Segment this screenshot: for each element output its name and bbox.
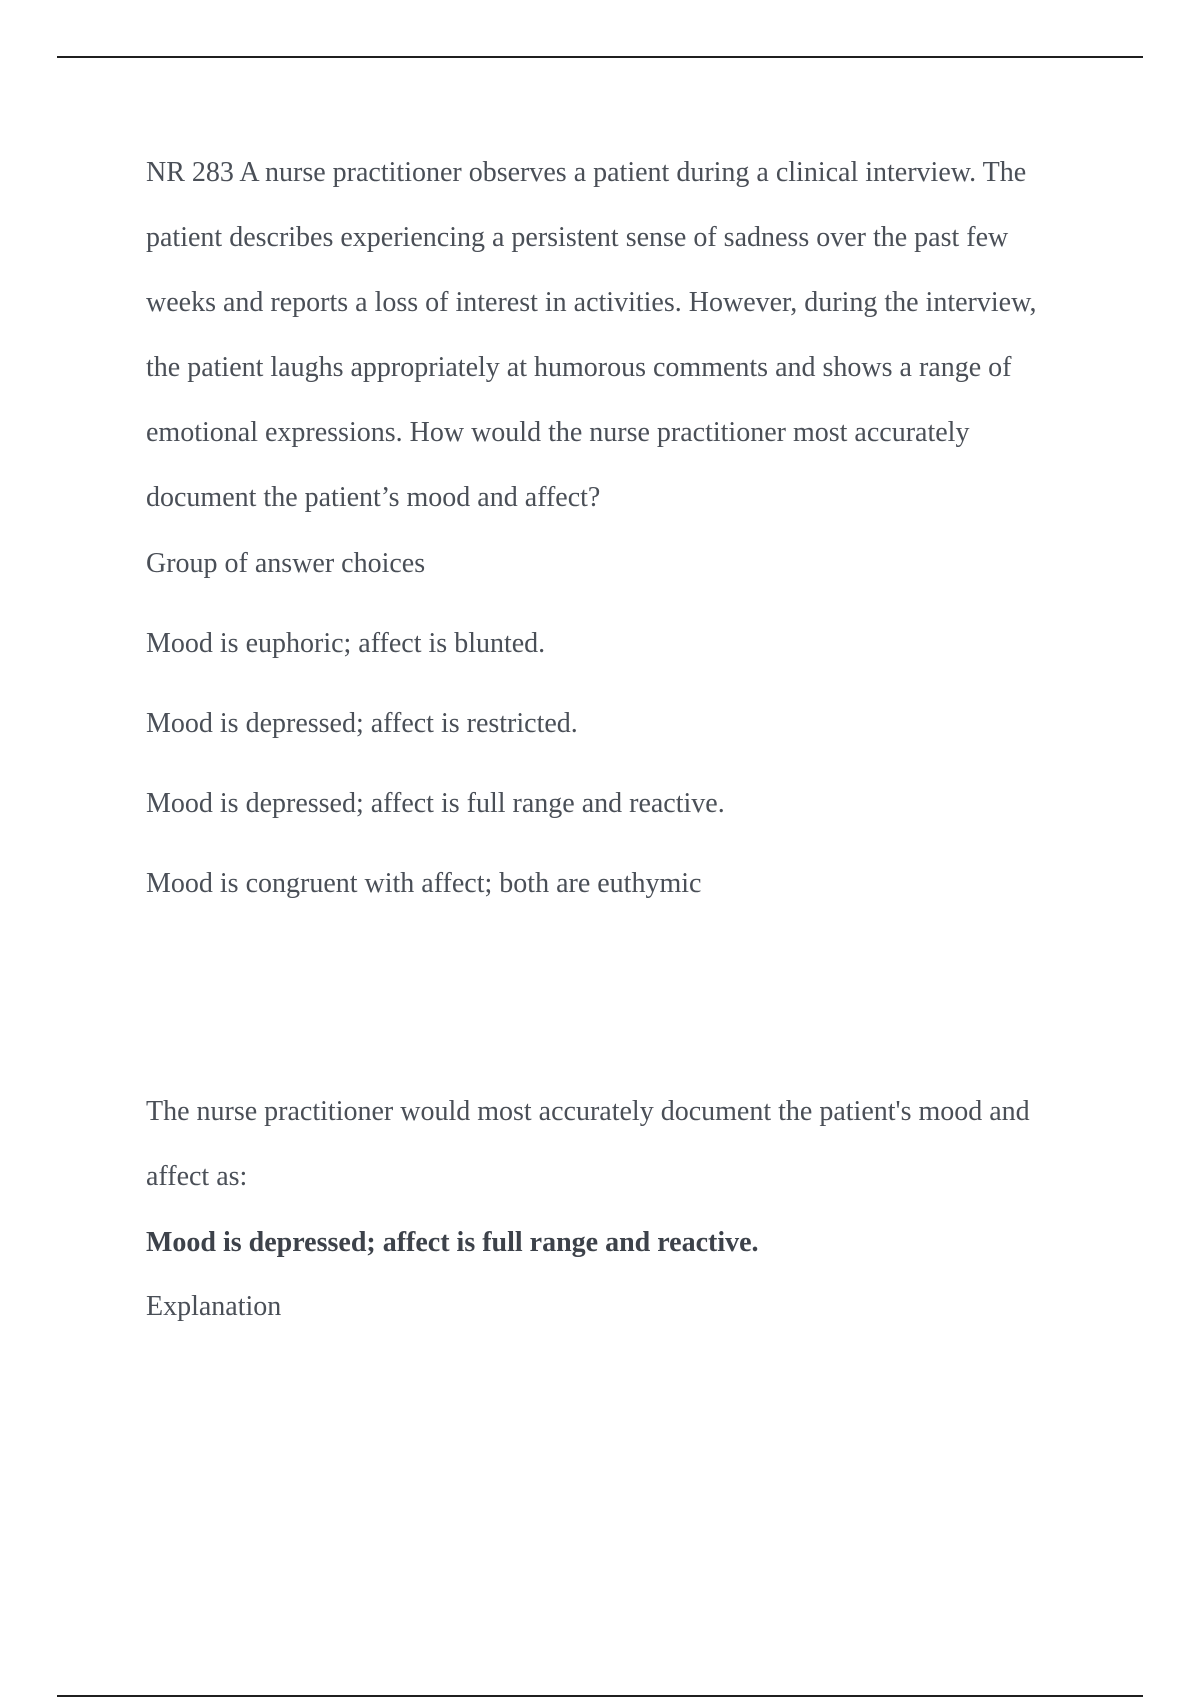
choices-label: Group of answer choices [146,548,426,579]
footer-rule [57,1695,1143,1697]
document-body [146,140,1066,1327]
answer-intro: The nurse practitioner would most accurately document the patient's mood and affect as: [146,1096,1030,1192]
header-rule [57,56,1143,58]
explanation-heading: Explanation [146,1291,282,1322]
answer-choice: Mood is depressed; affect is restricted. [146,708,578,739]
answer-choice: Mood is euphoric; affect is blunted. [146,628,546,659]
answer-choice: Mood is depressed; affect is full range and reactive. [146,788,725,819]
answer-choices-list [146,624,1066,904]
question-text: NR 283 A nurse practitioner observes a patient during a clinical interview. The patient describes experiencing a persistent sense of sadness over the past few weeks and reports a loss of interest in activities. However, during the interview, the patient laughs appropriately at humorous comments and shows a range of emotional expressions. How would the nurse practitioner most accurately document the patient’s mood and affect? [146,157,1037,513]
correct-answer: Mood is depressed; affect is full range and reactive. [146,1227,759,1258]
answer-choice: Mood is congruent with affect; both are euthymic [146,868,702,899]
